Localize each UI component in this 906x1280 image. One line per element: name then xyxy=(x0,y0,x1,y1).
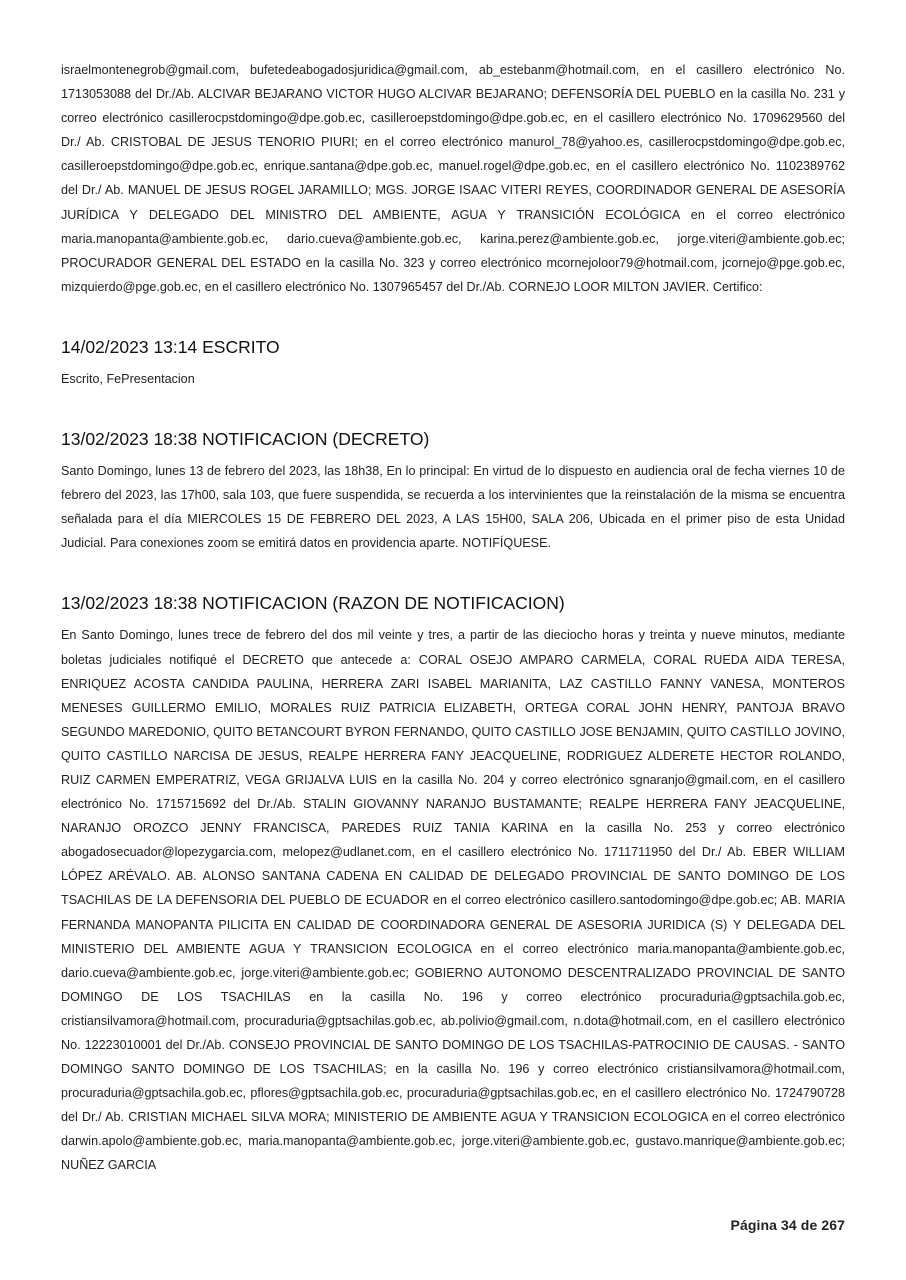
entry-text: Escrito, FePresentacion xyxy=(61,371,195,386)
page-number: Página 34 de 267 xyxy=(730,1217,845,1233)
entry-escrito xyxy=(61,335,845,391)
entry-title: 13/02/2023 18:38 NOTIFICACION (DECRETO) xyxy=(61,429,430,450)
document-page xyxy=(61,58,845,1178)
intro-paragraph: israelmontenegrob@gmail.com, bufetedeabogadosjuridica@gmail.com, ab_estebanm@hotmail.com, en el casillero electrónico No. 1713053088 del Dr./Ab. ALCIVAR BEJARANO VICTOR HUGO ALCIVAR BEJARANO; DEFENSORÍA DEL PUEBLO en la casilla No. 231 y correo electrónico casillerocpstdomingo@dpe.gob.ec, casilleroepstdomingo@dpe.gob.ec, en el casillero electrónico No. 1709629560 del Dr./ Ab. CRISTOBAL DE JESUS TENORIO PIURI; en el correo electrónico manurol_78@yahoo.es, casillerocpstdomingo@dpe.gob.ec, casilleroepstdomingo@dpe.gob.ec, enrique.santana@dpe.gob.ec, manuel.rogel@dpe.gob.ec, en el casillero electrónico No. 1102389762 del Dr./ Ab. MANUEL DE JESUS ROGEL JARAMILLO; MGS. JORGE ISAAC VITERI REYES, COORDINADOR GENERAL DE ASESORÍA JURÍDICA Y DELEGADO DEL MINISTRO DEL AMBIENTE, AGUA Y TRANSICIÓN ECOLÓGICA en el correo electrónico maria.manopanta@ambiente.gob.ec, dario.cueva@ambiente.gob.ec, karina.perez@ambiente.gob.ec, jorge.viteri@ambiente.gob.ec; PROCURADOR GENERAL DEL ESTADO en la casilla No. 323 y correo electrónico mcornejoloor79@hotmail.com, jcornejo@pge.gob.ec, mizquierdo@pge.gob.ec, en el casillero electrónico No. 1307965457 del Dr./Ab. CORNEJO LOOR MILTON JAVIER. Certifico: xyxy=(61,63,845,294)
entry-title: 14/02/2023 13:14 ESCRITO xyxy=(61,336,280,357)
entry-notificacion-decreto xyxy=(61,427,845,555)
entry-title: 13/02/2023 18:38 NOTIFICACION (RAZON DE NOTIFICACION) xyxy=(61,593,565,614)
entry-text: En Santo Domingo, lunes trece de febrero del dos mil veinte y tres, a partir de las dieciocho horas y treinta y nueve minutos, mediante boletas judiciales notifiqué el DECRETO que antecede a: CORAL OSEJO AMPARO CARMELA, CORAL RUEDA AIDA TERESA, ENRIQUEZ ACOSTA CANDIDA PAULINA, HERRERA ZARI ISABEL MARIANITA, LAZ CASTILLO FANNY VANESA, MONTEROS MENESES GUILLERMO EMILIO, MORALES RUIZ PATRICIA ELIZABETH, ORTEGA CORAL JOHN HENRY, PANTOJA BRAVO SEGUNDO MAREDONIO, QUITO BETANCOURT BYRON FERNANDO, QUITO CASTILLO JOSE BENJAMIN, QUITO CASTILLO JOVINO, QUITO CASTILLO NARCISA DE JESUS, REALPE HERRERA FANY JEACQUELINE, RODRIGUEZ ALDERETE HECTOR ROLANDO, RUIZ CARMEN EMPERATRIZ, VEGA GRIJALVA LUIS en la casilla No. 204 y correo electrónico sgnaranjo@gmail.com, en el casillero electrónico No. 1715715692 del Dr./Ab. STALIN GIOVANNY NARANJO BUSTAMANTE; REALPE HERRERA FANY JEACQUELINE, NARANJO OROZCO JENNY FRANCISCA, PAREDES RUIZ TANIA KARINA en la casilla No. 253 y correo electrónico abogadosecuador@lopezygarcia.com, melopez@udlanet.com, en el casillero electrónico No. 1711711950 del Dr./ Ab. EBER WILLIAM LÓPEZ ARÉVALO. AB. ALONSO SANTANA CADENA EN CALIDAD DE DELEGADO PROVINCIAL DE SANTO DOMINGO DE LOS TSACHILAS DE LA DEFENSORIA DEL PUEBLO DE ECUADOR en el correo electrónico casillero.santodomingo@dpe.gob.ec; AB. MARIA FERNANDA MANOPANTA PILICITA EN CALIDAD DE COORDINADORA GENERAL DE ASESORIA JURIDICA (S) Y DELEGADA DEL MINISTERIO DEL AMBIENTE AGUA Y TRANSICION ECOLOGICA en el correo electrónico maria.manopanta@ambiente.gob.ec, dario.cueva@ambiente.gob.ec, jorge.viteri@ambiente.gob.ec; GOBIERNO AUTONOMO DESCENTRALIZADO PROVINCIAL DE SANTO DOMINGO DE LOS TSACHILAS en la casilla No. 196 y correo electrónico procuraduria@gptsachila.gob.ec, cristiansilvamora@hotmail.com, procuraduria@gptsachilas.gob.ec, ab.polivio@gmail.com, n.dota@hotmail.com, en el casillero electrónico No. 12223010001 del Dr./Ab. CONSEJO PROVINCIAL DE SANTO DOMINGO DE LOS TSACHILAS-PATROCINIO DE CAUSAS. - SANTO DOMINGO SANTO DOMINGO DE LOS TSACHILAS; en la casilla No. 196 y correo electrónico cristiansilvamora@hotmail.com, procuraduria@gptsachila.gob.ec, pflores@gptsachila.gob.ec, procuraduria@gptsachilas.gob.ec, en el casillero electrónico No. 1724790728 del Dr./ Ab. CRISTIAN MICHAEL SILVA MORA; MINISTERIO DE AMBIENTE AGUA Y TRANSICION ECOLOGICA en el correo electrónico darwin.apolo@ambiente.gob.ec, maria.manopanta@ambiente.gob.ec, jorge.viteri@ambiente.gob.ec, gustavo.manrique@ambiente.gob.ec; NUÑEZ GARCIA xyxy=(61,628,845,1173)
entry-notificacion-razon xyxy=(61,591,845,1177)
entry-text: Santo Domingo, lunes 13 de febrero del 2023, las 18h38, En lo principal: En virtud de lo dispuesto en audiencia oral de fecha viernes 10 de febrero del 2023, las 17h00, sala 103, que fuere suspendida, se recuerda a los intervinientes que la reinstalación de la misma se encuentra señalada para el día MIERCOLES 15 DE FEBRERO DEL 2023, A LAS 15H00, SALA 206, Ubicada en el primer piso de esta Unidad Judicial. Para conexiones zoom se emitirá datos en providencia aparte. NOTIFÍQUESE. xyxy=(61,464,845,551)
